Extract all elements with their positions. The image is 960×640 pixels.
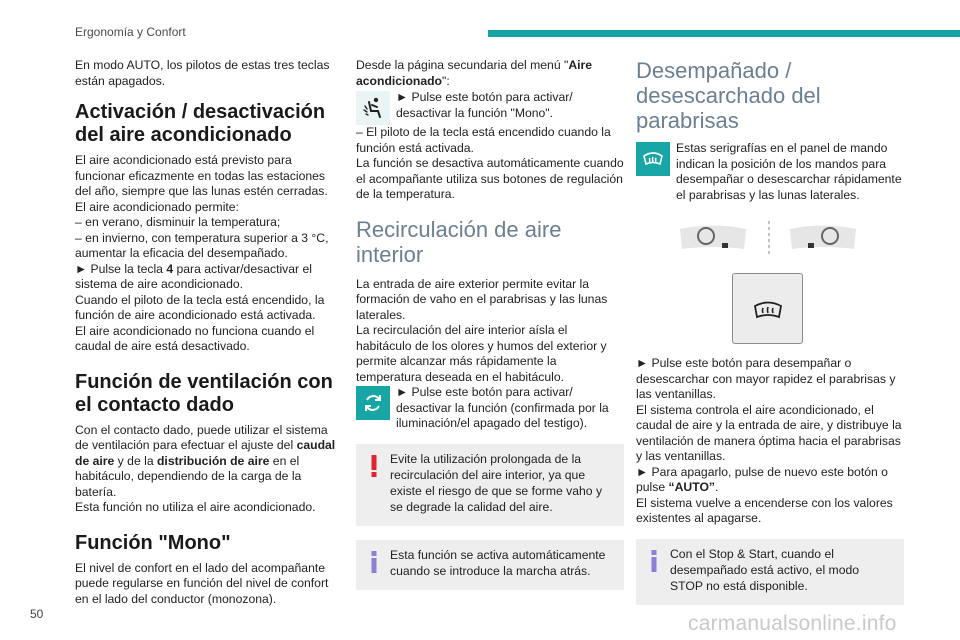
ac-text-2: El aire acondicionado permite:: [75, 199, 239, 214]
defrost-intro-row: [636, 141, 904, 203]
mono-intro: [356, 58, 624, 89]
ac-key-number: 4: [166, 261, 174, 276]
vent-bold-distribution: distribución de aire: [156, 453, 270, 468]
defrost-text-3c: .: [715, 480, 719, 494]
recirc-action-text: ► Pulse este botón para activar/ desactivar la función (confirmada por la iluminación/el apagado del testigo).: [396, 385, 609, 430]
ac-text-5c: para activar/desactivar el sistema de aire acondicionado.: [75, 261, 312, 291]
vent-text-1a: Con el contacto dado, puede utilizar el sistema de ventilación para efectuar el ajuste del: [75, 422, 328, 452]
ac-text-3: – en verano, disminuir la temperatura;: [75, 215, 281, 229]
running-header: Ergonomía y Confort: [75, 25, 186, 39]
defrost-auto-label: “AUTO”: [668, 480, 716, 494]
info-note-stop-start: [636, 539, 904, 605]
heading-mono: Función "Mono": [75, 531, 231, 554]
defrost-text-3: [636, 465, 904, 496]
defrost-button-illustration: [732, 273, 803, 344]
vent-text-1e: en el habitáculo, dependiendo de la carga de la batería.: [75, 453, 302, 499]
heading-ac-activation: Activación / desactivación del aire acondicionado: [75, 101, 326, 146]
mono-seat-icon: [356, 91, 390, 125]
ac-text-4: – en invierno, con temperatura superior a 3 °C, aumentar la eficacia del desempañado.: [75, 230, 329, 260]
mono-intro-a: Desde la página secundaria del menú ": [356, 58, 569, 72]
recirc-text-2: La recirculación del aire interior aísla el habitáculo de los olores y humos del exterior y permite alcanzar más rápidamente la temperatura deseada en el habitáculo.: [356, 323, 607, 384]
warning-exclamation-icon: [367, 454, 381, 478]
ventilation-paragraph: [75, 423, 343, 516]
mono-led-text: – El piloto de la tecla está encendido cuando la función está activada.: [356, 125, 611, 155]
windscreen-defrost-symbol-icon: [753, 297, 783, 321]
recirculation-icon: [356, 386, 390, 420]
mono-intro-menu: Aire acondicionado: [356, 58, 593, 88]
ac-text-6: Cuando el piloto de la tecla está encendido, la función de aire acondicionado está activada.: [75, 292, 325, 322]
page-number: 50: [30, 607, 44, 621]
defrost-text-1: ► Pulse este botón para desempañar o desescarchar con mayor rapidez el parabrisas y las ventanillas.: [636, 356, 896, 401]
defrost-text-2: El sistema controla el aire acondicionado, el caudal de aire y la entrada de aire, y distribuye la ventilación de manera óptima hacia el parabrisas y las ventanillas.: [636, 402, 902, 463]
heading-recirculation: Recirculación de aire interior: [356, 216, 562, 267]
vent-bold-airflow: caudal de aire: [75, 438, 336, 468]
intro-text: En modo AUTO, los pilotos de estas tres teclas están apagados.: [75, 58, 330, 88]
heading-ventilation: Función de ventilación con el contacto dado: [75, 370, 333, 416]
info-note-reverse: [356, 540, 624, 590]
mono-action-row: [356, 90, 624, 125]
windscreen-defrost-icon: [636, 142, 670, 176]
heading-defrost: Desempañado / desescarchado del parabrisas: [636, 58, 821, 133]
vent-text-2: Esta función no utiliza el aire acondicionado.: [75, 500, 316, 514]
info-note-stop-start-text: Con el Stop & Start, cuando el desempañado está activo, el modo STOP no está disponible.: [670, 546, 860, 593]
header-accent-bar: [488, 30, 960, 37]
vent-text-1c: y de la: [114, 453, 157, 468]
ac-text-1: El aire acondicionado está previsto para funcionar eficazmente en todas las estaciones del año, siempre que las lunas estén cerradas.: [75, 153, 328, 198]
ac-text-7: El aire acondicionado no funciona cuando el caudal de aire está desactivado.: [75, 323, 315, 353]
info-note-reverse-text: Esta función se activa automáticamente cuando se introduce la marcha atrás.: [390, 547, 606, 578]
ac-paragraph: [75, 153, 343, 355]
column-right: [636, 58, 904, 605]
info-icon: [647, 549, 661, 573]
mono-intro-c: ":: [442, 73, 450, 88]
dashboard-markings-diagram: [678, 219, 858, 259]
column-middle: [356, 58, 624, 590]
defrost-text-4: El sistema vuelve a encenderse con los valores existentes al apagarse.: [636, 495, 893, 525]
watermark: carmanualsonline.info: [688, 612, 897, 635]
warning-note-text: Evite la utilización prolongada de la recirculación del aire interior, ya que existe el riesgo de que se forme vaho y se degrade la calidad del aire.: [390, 451, 603, 514]
column-left: [75, 58, 343, 607]
defrost-intro-text: Estas serigrafías en el panel de mando indican la posición de los mandos para desempañar o desescarchar rápidamente el parabrisas y las lunas laterales.: [676, 141, 902, 202]
info-icon: [367, 550, 381, 574]
recirc-text-1: La entrada de aire exterior permite evitar la formación de vaho en el parabrisas y las lunas laterales.: [356, 276, 608, 322]
recirc-action-row: [356, 385, 624, 432]
defrost-text-3a: ► Para apagarlo, pulse de nuevo este botón o pulse: [636, 464, 888, 494]
mono-action-text: ► Pulse este botón para activar/ desactivar la función "Mono".: [396, 90, 573, 120]
ac-text-5a: ► Pulse la tecla: [75, 261, 167, 276]
warning-note: [356, 444, 624, 526]
mono-off-text: La función se desactiva automáticamente cuando el acompañante utiliza sus botones de regulación de la temperatura.: [356, 156, 624, 201]
mono-paragraph: El nivel de confort en el lado del acompañante puede regularse en función del nivel de confort en el lado del conductor (monozona).: [75, 560, 329, 606]
